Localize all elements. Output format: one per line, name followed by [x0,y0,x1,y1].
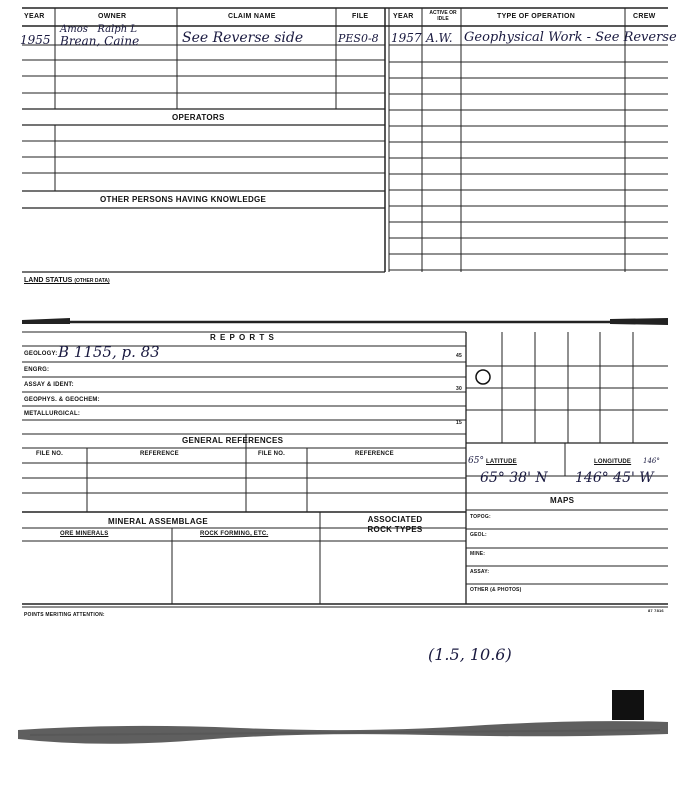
entry-year-2: 1957 [391,31,422,45]
longitude-suffix: 146° [643,457,660,465]
header-active-or-idle: ACTIVE OR IDLE [429,10,457,22]
maps-other: OTHER (& PHOTOS) [470,587,522,593]
header-claim-name: CLAIM NAME [228,13,276,20]
general-refs-title: GENERAL REFERENCES [182,436,284,445]
rock-forming-header: ROCK FORMING, ETC. [200,531,269,537]
land-status-label [24,277,110,284]
geophys-label: GEOPHYS. & GEOCHEM: [24,397,100,403]
engrg-label: ENGRG: [24,367,50,373]
entry-owner-line2: Brean, Caine [60,34,140,48]
scan-smear [0,690,678,750]
entry-year: 1955 [20,33,51,47]
entry-file: PES0-8 [338,32,379,45]
reference-header-2: REFERENCE [355,451,394,457]
longitude-value: 146° 45' W [575,470,654,486]
geology-value: B 1155, p. 83 [58,343,160,361]
header-crew: CREW [633,13,656,20]
latitude-prefix: 65° [468,456,484,466]
maps-assay: ASSAY: [470,569,490,575]
entry-claim-name: See Reverse side [182,30,304,46]
points-label: POINTS MERITING ATTENTION: [24,612,105,618]
operators-title: OPERATORS [172,113,225,122]
file-no-header-2: FILE NO. [258,451,285,457]
scale-30: 30 [456,386,462,392]
maps-mine: MINE: [470,551,486,557]
circle-mark [475,365,476,366]
coords-note: (1.5, 10.6) [428,645,512,664]
header-file: FILE [352,13,369,20]
entry-owner-line1: Amos Ralph L [60,24,137,35]
geology-label: GEOLOGY: [24,351,58,357]
latitude-label: LATITUDE [486,459,517,465]
land-status-text: LAND STATUS [24,277,73,284]
latitude-value: 65° 38' N [480,470,548,486]
scale-15: 15 [456,420,462,426]
entry-active: A.W. [426,31,453,45]
ore-minerals-header: ORE MINERALS [60,531,109,537]
header-year-2: YEAR [393,13,414,20]
entry-type-of-operation: Geophysical Work - See Reverse [464,30,677,45]
header-owner: OWNER [98,13,127,20]
associated-rock-types-title: ASSOCIATED ROCK TYPES [367,515,423,534]
reports-title: R E P O R T S [210,333,275,342]
mineral-title: MINERAL ASSEMBLAGE [108,517,209,526]
other-persons-title: OTHER PERSONS HAVING KNOWLEDGE [100,195,267,204]
maps-topog: TOPOG: [470,514,491,520]
maps-geol: GEOL: [470,532,487,538]
metallurgical-label: METALLURGICAL: [24,411,81,417]
maps-title: MAPS [550,496,575,505]
reference-header: REFERENCE [140,451,179,457]
scale-45: 45 [456,353,462,359]
longitude-label: LONGITUDE [594,459,632,465]
assay-label: ASSAY & IDENT: [24,382,74,388]
header-type-of-operation: TYPE OF OPERATION [497,13,576,20]
form-number: 87 7816 [648,608,664,613]
file-no-header: FILE NO. [36,451,63,457]
header-year: YEAR [24,13,45,20]
land-status-sub: (OTHER DATA) [74,278,110,284]
